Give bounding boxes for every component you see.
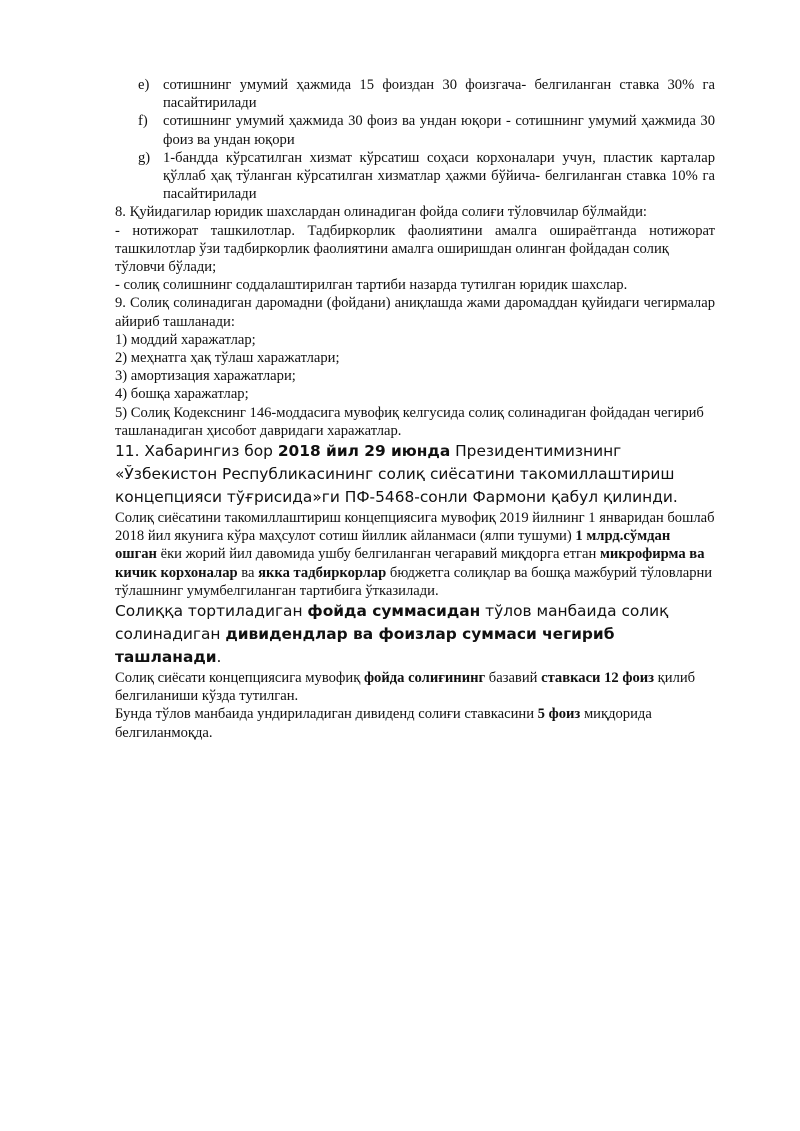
text-run: тўлов манбаида солиқ солинадиган (115, 602, 669, 644)
list-marker: g) (138, 149, 151, 166)
bold-text-run: микрофирма ва кичик корхоналар (115, 546, 705, 581)
section-11-paragraph (115, 440, 715, 509)
list-item-text: сотишнинг умумий ҳажмида 30 фоиз ва ундан юқори - сотишнинг умумий ҳажмида 30 фоиз ва ундан юқори (163, 113, 715, 148)
concept-paragraph (115, 509, 715, 600)
text-run: ёки жорий йил давомида ушбу белгиланган чегаравий миқдорга етган (156, 546, 600, 563)
section-9-heading: 9. Солиқ солинадиган даромадни (фойдани) аниқлашда жами даромаддан қуйидаги чегирмалар айириб ташланади: (115, 295, 715, 330)
text-run: Бунда тўлов манбаида ундириладиган дивиденд солиғи ставкасини (115, 706, 538, 723)
dividend-tax-paragraph (115, 705, 715, 741)
bold-text-run: 5 фоиз (537, 706, 581, 723)
text-run: миқдорида белгиланмоқда. (115, 706, 652, 741)
text-run: ва (237, 564, 259, 581)
text-run: Солиққа тортиладиган (115, 602, 308, 621)
profit-deduction-paragraph (115, 600, 715, 669)
text-run: бюджетга солиқлар ва бошқа мажбурий тўловларни тўлашнинг умумбелгиланган тартибига ўтказилади. (115, 564, 713, 599)
list-item-g (115, 149, 715, 204)
section-9-item: 5) Солиқ Кодекснинг 146-моддасига мувофиқ келгусида солиқ солинадиган фойдадан чегириб ташланадиган ҳисобот давридаги харажатлар. (115, 404, 704, 439)
document-body (115, 76, 715, 742)
list-marker: f) (138, 113, 148, 130)
text-run: қилиб белгиланиши кўзда тутилган. (115, 670, 696, 705)
text-run: 11. Хабарингиз бор (115, 442, 278, 461)
list-item-text: сотишнинг умумий ҳажмида 15 фоиздан 30 фоизгача- белгиланган ставка 30% га пасайтирилади (163, 77, 715, 112)
text-run: Солиқ сиёсати концепциясига мувофиқ (115, 670, 364, 687)
section-8-line: - солиқ солишнинг соддалаштирилган тартиби назарда тутилган юридик шахслар. (115, 277, 628, 294)
section-9-item: 1) моддий харажатлар; (115, 331, 256, 348)
list-item-f (115, 112, 715, 148)
section-9-item: 4) бошқа харажатлар; (115, 386, 249, 403)
list-item-e (115, 76, 715, 112)
list-marker: e) (138, 77, 150, 93)
section-9-item: 2) меҳнатга ҳақ тўлаш харажатлари; (115, 350, 340, 367)
text-run: Президентимизнинг «Ўзбекистон Республикасининг солиқ сиёсатини такомиллаштириш концепцияси тўғрисида»ги ПФ-5468-сонли Фармони қабул қилинди. (115, 442, 678, 507)
bold-text-run: ставкаси 12 фоиз (541, 670, 655, 687)
bold-text-run: фойда солиғининг (363, 670, 486, 687)
section-8-heading: 8. Қуйидагилар юридик шахслардан олинадиган фойда солиғи тўловчилар бўлмайди: (115, 204, 647, 221)
bold-text-run: 2018 йил 29 июнда (277, 442, 451, 461)
list-item-text: 1-бандда кўрсатилган хизмат кўрсатиш соҳаси корхоналари учун, пластик карталар қўллаб ҳақ тўланган кўрсатилган хизматлар ҳажми бўйича- белгиланган ставка 10% га пасайтирилади (163, 149, 715, 203)
bold-text-run: 1 млрд.сўмдан ошган (115, 528, 671, 563)
tax-rate-paragraph (115, 669, 715, 705)
section-8-line: тўловчи бўлади; (115, 259, 217, 276)
text-run: Солиқ сиёсатини такомиллаштириш концепциясига мувофиқ 2019 йилнинг 1 январидан бошлаб 2018 йил якунига кўра маҳсулот сотиш йиллик айланмаси (ялпи тушуми) (115, 510, 715, 545)
bold-text-run: фойда суммасидан (307, 602, 481, 621)
bold-text-run: дивидендлар ва фоизлар суммаси чегириб ташланади (115, 625, 615, 667)
bold-text-run: якка тадбиркорлар (258, 564, 387, 581)
section-8-line: - нотижорат ташкилотлар. Тадбиркорлик фаолиятини амалга ошираётганда нотижорат ташкилотлар ўзи тадбиркорлик фаолиятини амалга оширишдан олинган фойдадан солиқ (115, 222, 715, 257)
section-9-item: 3) амортизация харажатлари; (115, 368, 296, 385)
text-run: базавий (485, 670, 542, 687)
text-run: . (216, 648, 222, 667)
